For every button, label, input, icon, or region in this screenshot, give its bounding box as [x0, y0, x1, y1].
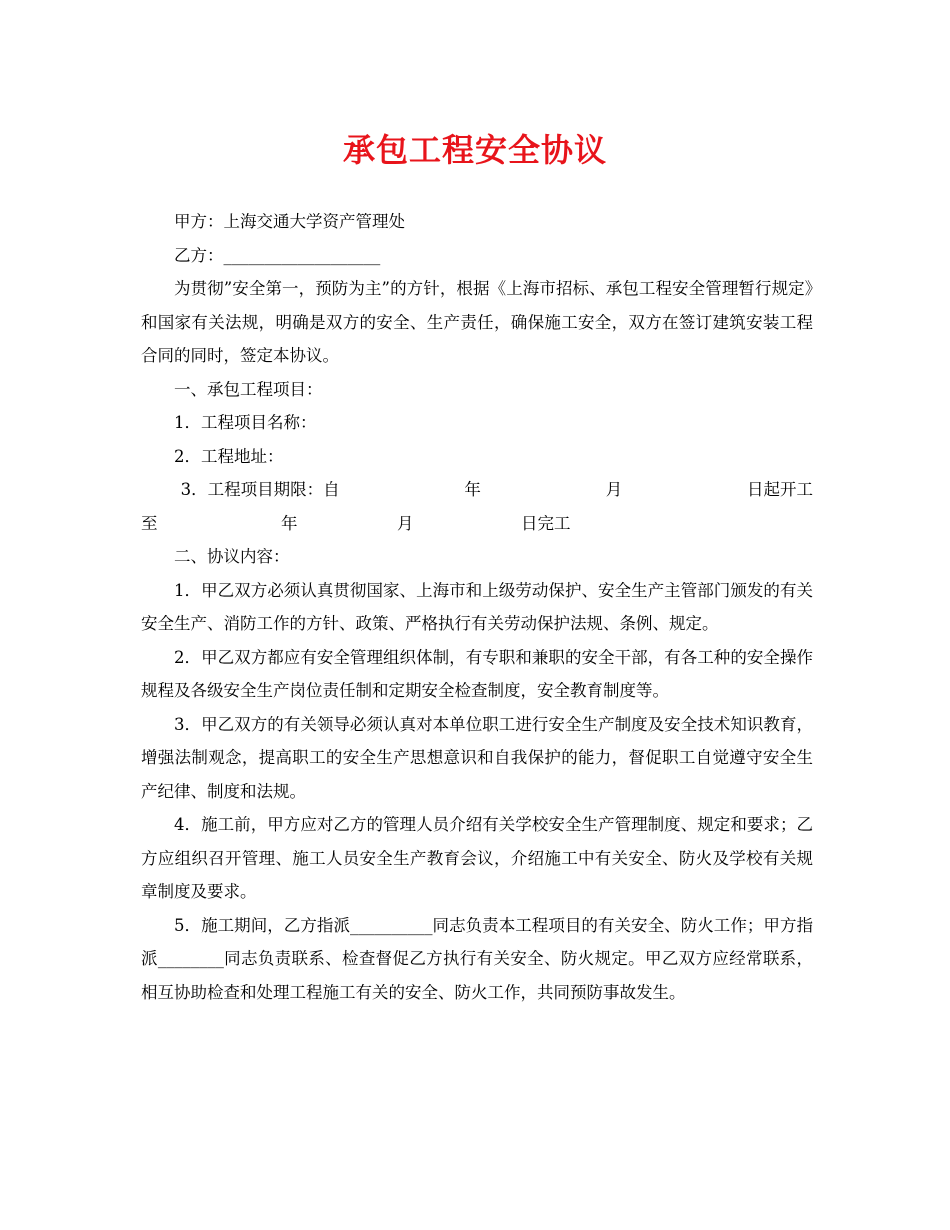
safety-officer-blank: __________ — [349, 915, 433, 935]
project-period-end: 日完工 — [521, 513, 571, 533]
project-period-line-1 — [141, 473, 813, 507]
project-period-month: 月 — [605, 480, 623, 499]
project-period-month-2: 月 — [397, 513, 414, 533]
clause-1: 1．甲乙双方必须认真贯彻国家、上海市和上级劳动保护、安全生产主管部门颁发的有关安全生产、消防工作的方针、政策、严格执行有关劳动保护法规、条例、规定。 — [141, 580, 813, 633]
project-name-line: 1．工程项目名称： — [174, 413, 317, 432]
project-period-year: 年 — [464, 480, 481, 499]
project-period-year-2: 年 — [281, 513, 298, 533]
clause-5-part-b: 同志负责本工程项目的有关安全、防火工作；甲方指派 — [141, 915, 813, 968]
intro-paragraph: 为贯彻”安全第一，预防为主”的方针，根据《上海市招标、承包工程安全管理暂行规定》和国家有关法规，明确是双方的安全、生产责任，确保施工安全，双方在签订建筑安装工程合同的同时，签定本协议。 — [141, 279, 813, 365]
clause-3: 3．甲乙双方的有关领导必须认真对本单位职工进行安全生产制度及安全技术知识教育，增强法制观念，提高职工的安全生产思想意识和自我保护的能力，督促职工自觉遵守安全生产纪律、制度和法规。 — [141, 714, 813, 801]
liaison-officer-blank: ________ — [157, 949, 224, 968]
clause-2: 2．甲乙双方都应有安全管理组织体制，有专职和兼职的安全干部，有各工种的安全操作规程及各级安全生产岗位责任制和定期安全检查制度，安全教育制度等。 — [141, 647, 813, 700]
project-address-line: 2．工程地址： — [174, 446, 284, 466]
document-body — [141, 205, 813, 1009]
project-period-start: 日起开工 — [746, 480, 813, 499]
project-period-to: 至 — [141, 513, 158, 533]
section-1-heading: 一、承包工程项目： — [174, 379, 323, 399]
document-title: 承包工程安全协议 — [342, 131, 607, 169]
party-b-blank: ___________________ — [223, 245, 381, 265]
clause-4: 4．施工前，甲方应对乙方的管理人员介绍有关学校安全生产管理制度、规定和要求；乙方应组织召开管理、施工人员安全生产教育会议，介绍施工中有关安全、防火及学校有关规章制度及要求。 — [141, 815, 813, 901]
clause-5-part-a: 5．施工期间，乙方指派 — [174, 915, 350, 935]
clause-5-part-c: 同志负责联系、检查督促乙方执行有关安全、防火规定。甲乙双方应经常联系，相互协助检查和处理工程施工有关的安全、防火工作，共同预防事故发生。 — [141, 949, 814, 1002]
project-period-line-2 — [141, 507, 813, 541]
party-b-label: 乙方： — [174, 245, 224, 265]
party-a-line: 甲方：上海交通大学资产管理处 — [174, 212, 405, 231]
project-period-label: 3．工程项目期限：自 — [180, 480, 340, 499]
project-period-block — [141, 473, 813, 540]
party-b-line — [141, 239, 813, 273]
clause-5 — [141, 909, 813, 1010]
section-2-heading: 二、协议内容： — [174, 547, 290, 566]
